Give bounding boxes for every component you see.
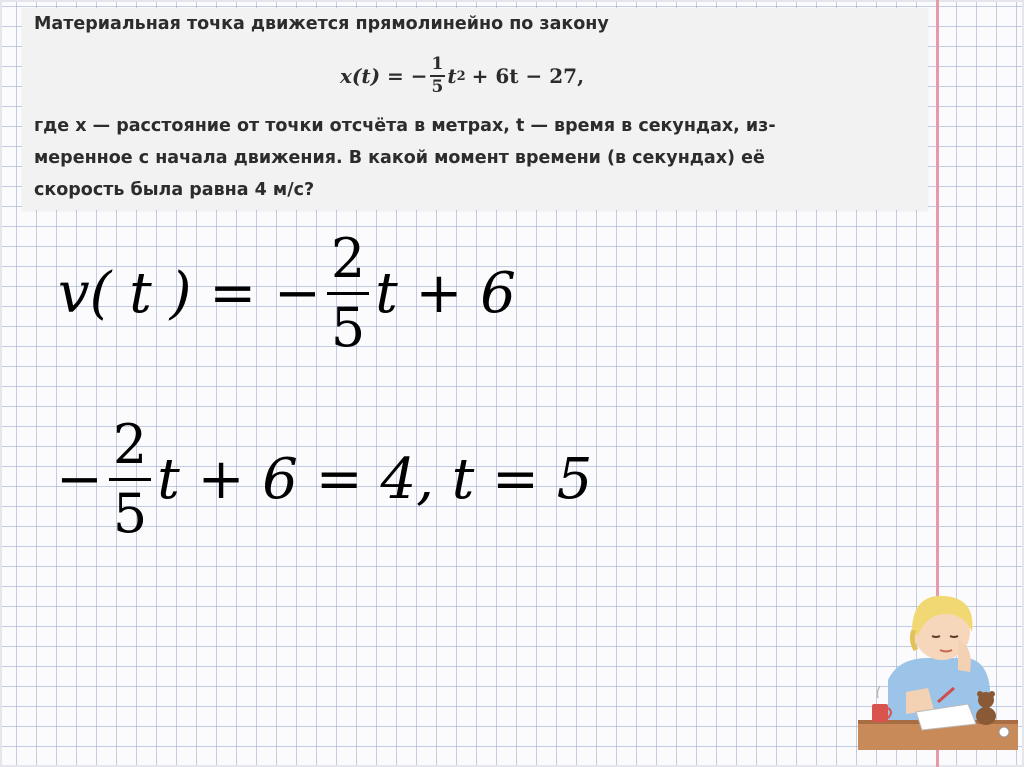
- formula-variable: t: [447, 64, 457, 88]
- solution-fraction-numerator: 2: [109, 418, 151, 481]
- solution-fraction-denominator: 5: [112, 482, 148, 545]
- thinking-student-illustration: [858, 580, 1018, 750]
- velocity-equation-lhs: v( t ) = −: [58, 261, 321, 326]
- task-line-1: Материальная точка движется прямолинейно по закону: [34, 14, 609, 34]
- formula-rest: + 6t − 27,: [471, 64, 585, 88]
- solution-equation: [56, 413, 593, 545]
- velocity-fraction: [327, 227, 369, 359]
- task-line-3: меренное с начала движения. В какой момент времени (в секундах) её: [34, 148, 765, 168]
- formula-exponent: 2: [456, 68, 466, 84]
- formula-fraction-denominator: 5: [431, 77, 444, 97]
- task-statement: [22, 8, 928, 210]
- velocity-equation: [58, 227, 516, 359]
- velocity-fraction-denominator: 5: [330, 296, 366, 359]
- task-line-2: где x — расстояние от точки отсчёта в метрах, t — время в секундах, из-: [34, 116, 776, 136]
- formula-fraction: [430, 56, 446, 96]
- task-formula: [340, 56, 584, 96]
- solution-equation-minus: −: [56, 447, 103, 512]
- formula-fraction-numerator: 1: [430, 56, 446, 77]
- formula-lhs: x(t) = −: [340, 64, 428, 88]
- velocity-equation-rhs: t + 6: [375, 261, 516, 326]
- task-line-4: скорость была равна 4 м/с?: [34, 180, 315, 200]
- solution-fraction: [109, 413, 151, 545]
- velocity-fraction-numerator: 2: [327, 232, 369, 295]
- solution-equation-rhs: t + 6 = 4, t = 5: [157, 447, 593, 512]
